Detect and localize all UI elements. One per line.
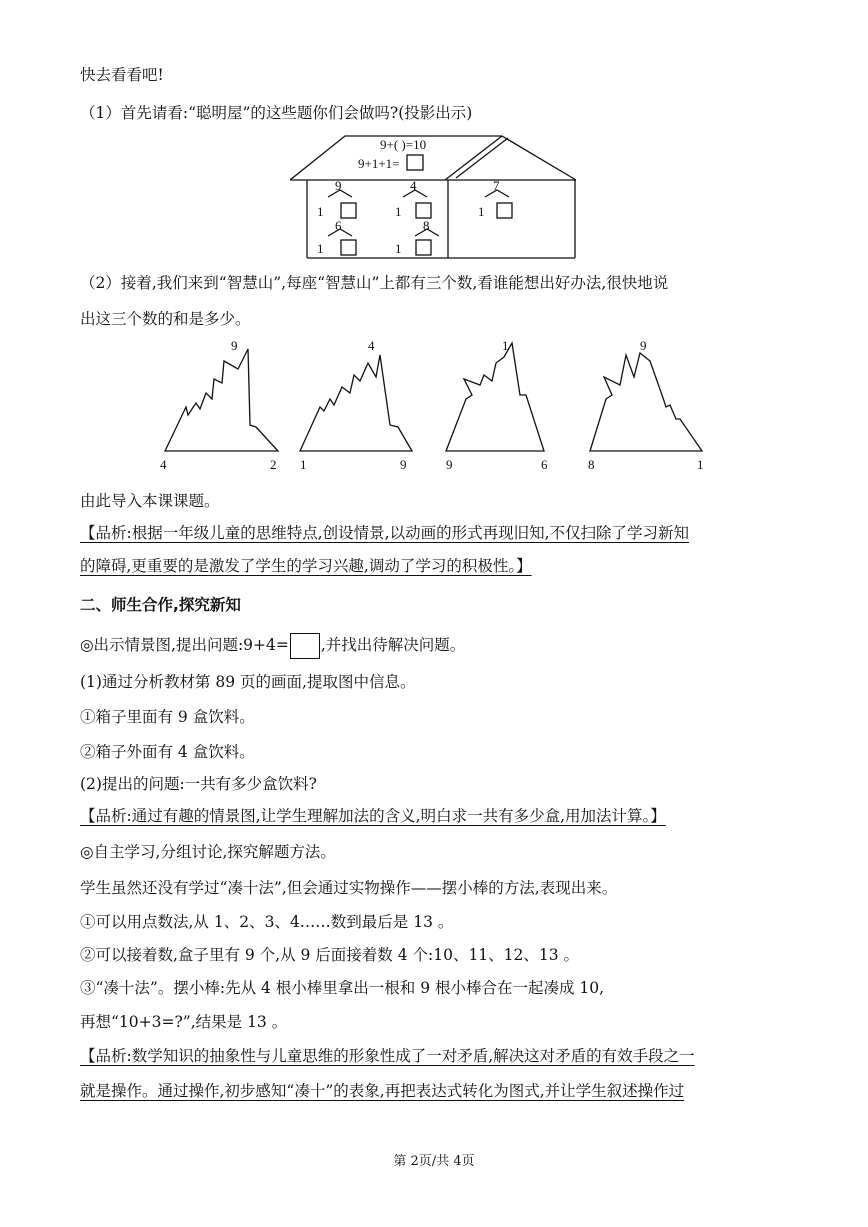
paragraph-5: ◎自主学习,分组讨论,探究解题方法。 xyxy=(80,843,336,861)
split-top-6: 6 xyxy=(335,218,342,233)
paragraph-2: ①箱子里面有 9 盒饮料。 xyxy=(80,708,255,726)
paragraph-10: 再想“10+3=?”,结果是 13 。 xyxy=(80,1013,288,1031)
mountain-4-right: 1 xyxy=(697,457,704,472)
step2-text-b: 出这三个数的和是多少。 xyxy=(80,310,251,328)
roof-equation-1: 9+( )=10 xyxy=(380,137,427,152)
mountain-2-right: 9 xyxy=(400,457,407,472)
analysis-3-line-b: 就是操作。通过操作,初步感知“凑十”的表象,再把表达式转化为图式,并让学生叙述操作过 xyxy=(80,1082,685,1100)
split-top-7: 7 xyxy=(493,178,500,193)
analysis-2: 【品析:通过有趣的情景图,让学生理解加法的含义,明白求一共有多少盒,用加法计算。】 xyxy=(80,807,666,825)
situation-question-suffix: ,并找出待解决问题。 xyxy=(320,636,466,654)
paragraph-9: ③“凑十法”。摆小棒:先从 4 根小棒里拿出一根和 9 根小棒合在一起凑成 10, xyxy=(80,979,605,997)
split-top-4: 4 xyxy=(410,178,417,193)
roof-equation-2: 9+1+1= xyxy=(358,156,400,171)
split-left-6: 1 xyxy=(317,241,324,256)
mountain-1-left: 4 xyxy=(160,457,167,472)
mountain-2-top: 4 xyxy=(368,338,375,353)
analysis-3-line-a: 【品析:数学知识的抽象性与儿童思维的形象性成了一对矛盾,解决这对矛盾的有效手段之一 xyxy=(80,1047,695,1065)
paragraph-7: ①可以用点数法,从 1、2、3、4……数到最后是 13 。 xyxy=(80,913,454,931)
split-top-8: 8 xyxy=(423,218,430,233)
paragraph-8: ②可以接着数,盒子里有 9 个,从 9 后面接着数 4 个:10、11、12、13 。 xyxy=(80,946,580,964)
split-left-9: 1 xyxy=(317,204,324,219)
paragraph-3: ②箱子外面有 4 盒饮料。 xyxy=(80,743,255,761)
lead-in-text: 由此导入本课课题。 xyxy=(80,492,220,510)
mountain-3-top: 1 xyxy=(502,338,509,353)
mountain-1-top: 9 xyxy=(231,338,238,353)
analysis-1-line-a: 【品析:根据一年级儿童的思维特点,创设情景,以动画的形式再现旧知,不仅扫除了学习新知 xyxy=(80,524,690,542)
split-left-4: 1 xyxy=(395,204,402,219)
mountain-3-right: 6 xyxy=(541,457,548,472)
analysis-1-line-b: 的障碍,更重要的是激发了学生的学习兴趣,调动了学习的积极性。】 xyxy=(80,557,532,575)
split-left-8: 1 xyxy=(395,241,402,256)
split-top-9: 9 xyxy=(335,178,342,193)
answer-box xyxy=(290,633,320,659)
split-left-7: 1 xyxy=(478,204,485,219)
mountain-4-left: 8 xyxy=(588,457,595,472)
mountain-3-left: 9 xyxy=(446,457,453,472)
mountain-2-left: 1 xyxy=(300,457,307,472)
wisdom-mountains-diagram xyxy=(150,335,730,475)
page-footer: 第 2页/共 4页 xyxy=(393,1154,475,1169)
intro-text: 快去看看吧! xyxy=(80,66,164,84)
situation-question xyxy=(80,633,465,659)
paragraph-6: 学生虽然还没有学过“凑十法”,但会通过实物操作——摆小棒的方法,表现出来。 xyxy=(80,879,618,897)
step1-text: （1）首先请看:“聪明屋”的这些题你们会做吗?(投影出示) xyxy=(80,104,473,122)
step2-text-a: （2）接着,我们来到“智慧山”,每座“智慧山”上都有三个数,看谁能想出好办法,很快地说 xyxy=(80,274,669,292)
mountain-4-top: 9 xyxy=(640,338,647,353)
paragraph-1: (1)通过分析教材第 89 页的画面,提取图中信息。 xyxy=(80,673,416,691)
paragraph-4: (2)提出的问题:一共有多少盒饮料? xyxy=(80,775,317,793)
situation-question-prefix: ◎出示情景图,提出问题:9+4= xyxy=(80,636,289,654)
section-2-heading: 二、师生合作,探究新知 xyxy=(80,596,241,614)
smart-house-diagram xyxy=(290,130,580,262)
mountain-1-right: 2 xyxy=(270,457,277,472)
